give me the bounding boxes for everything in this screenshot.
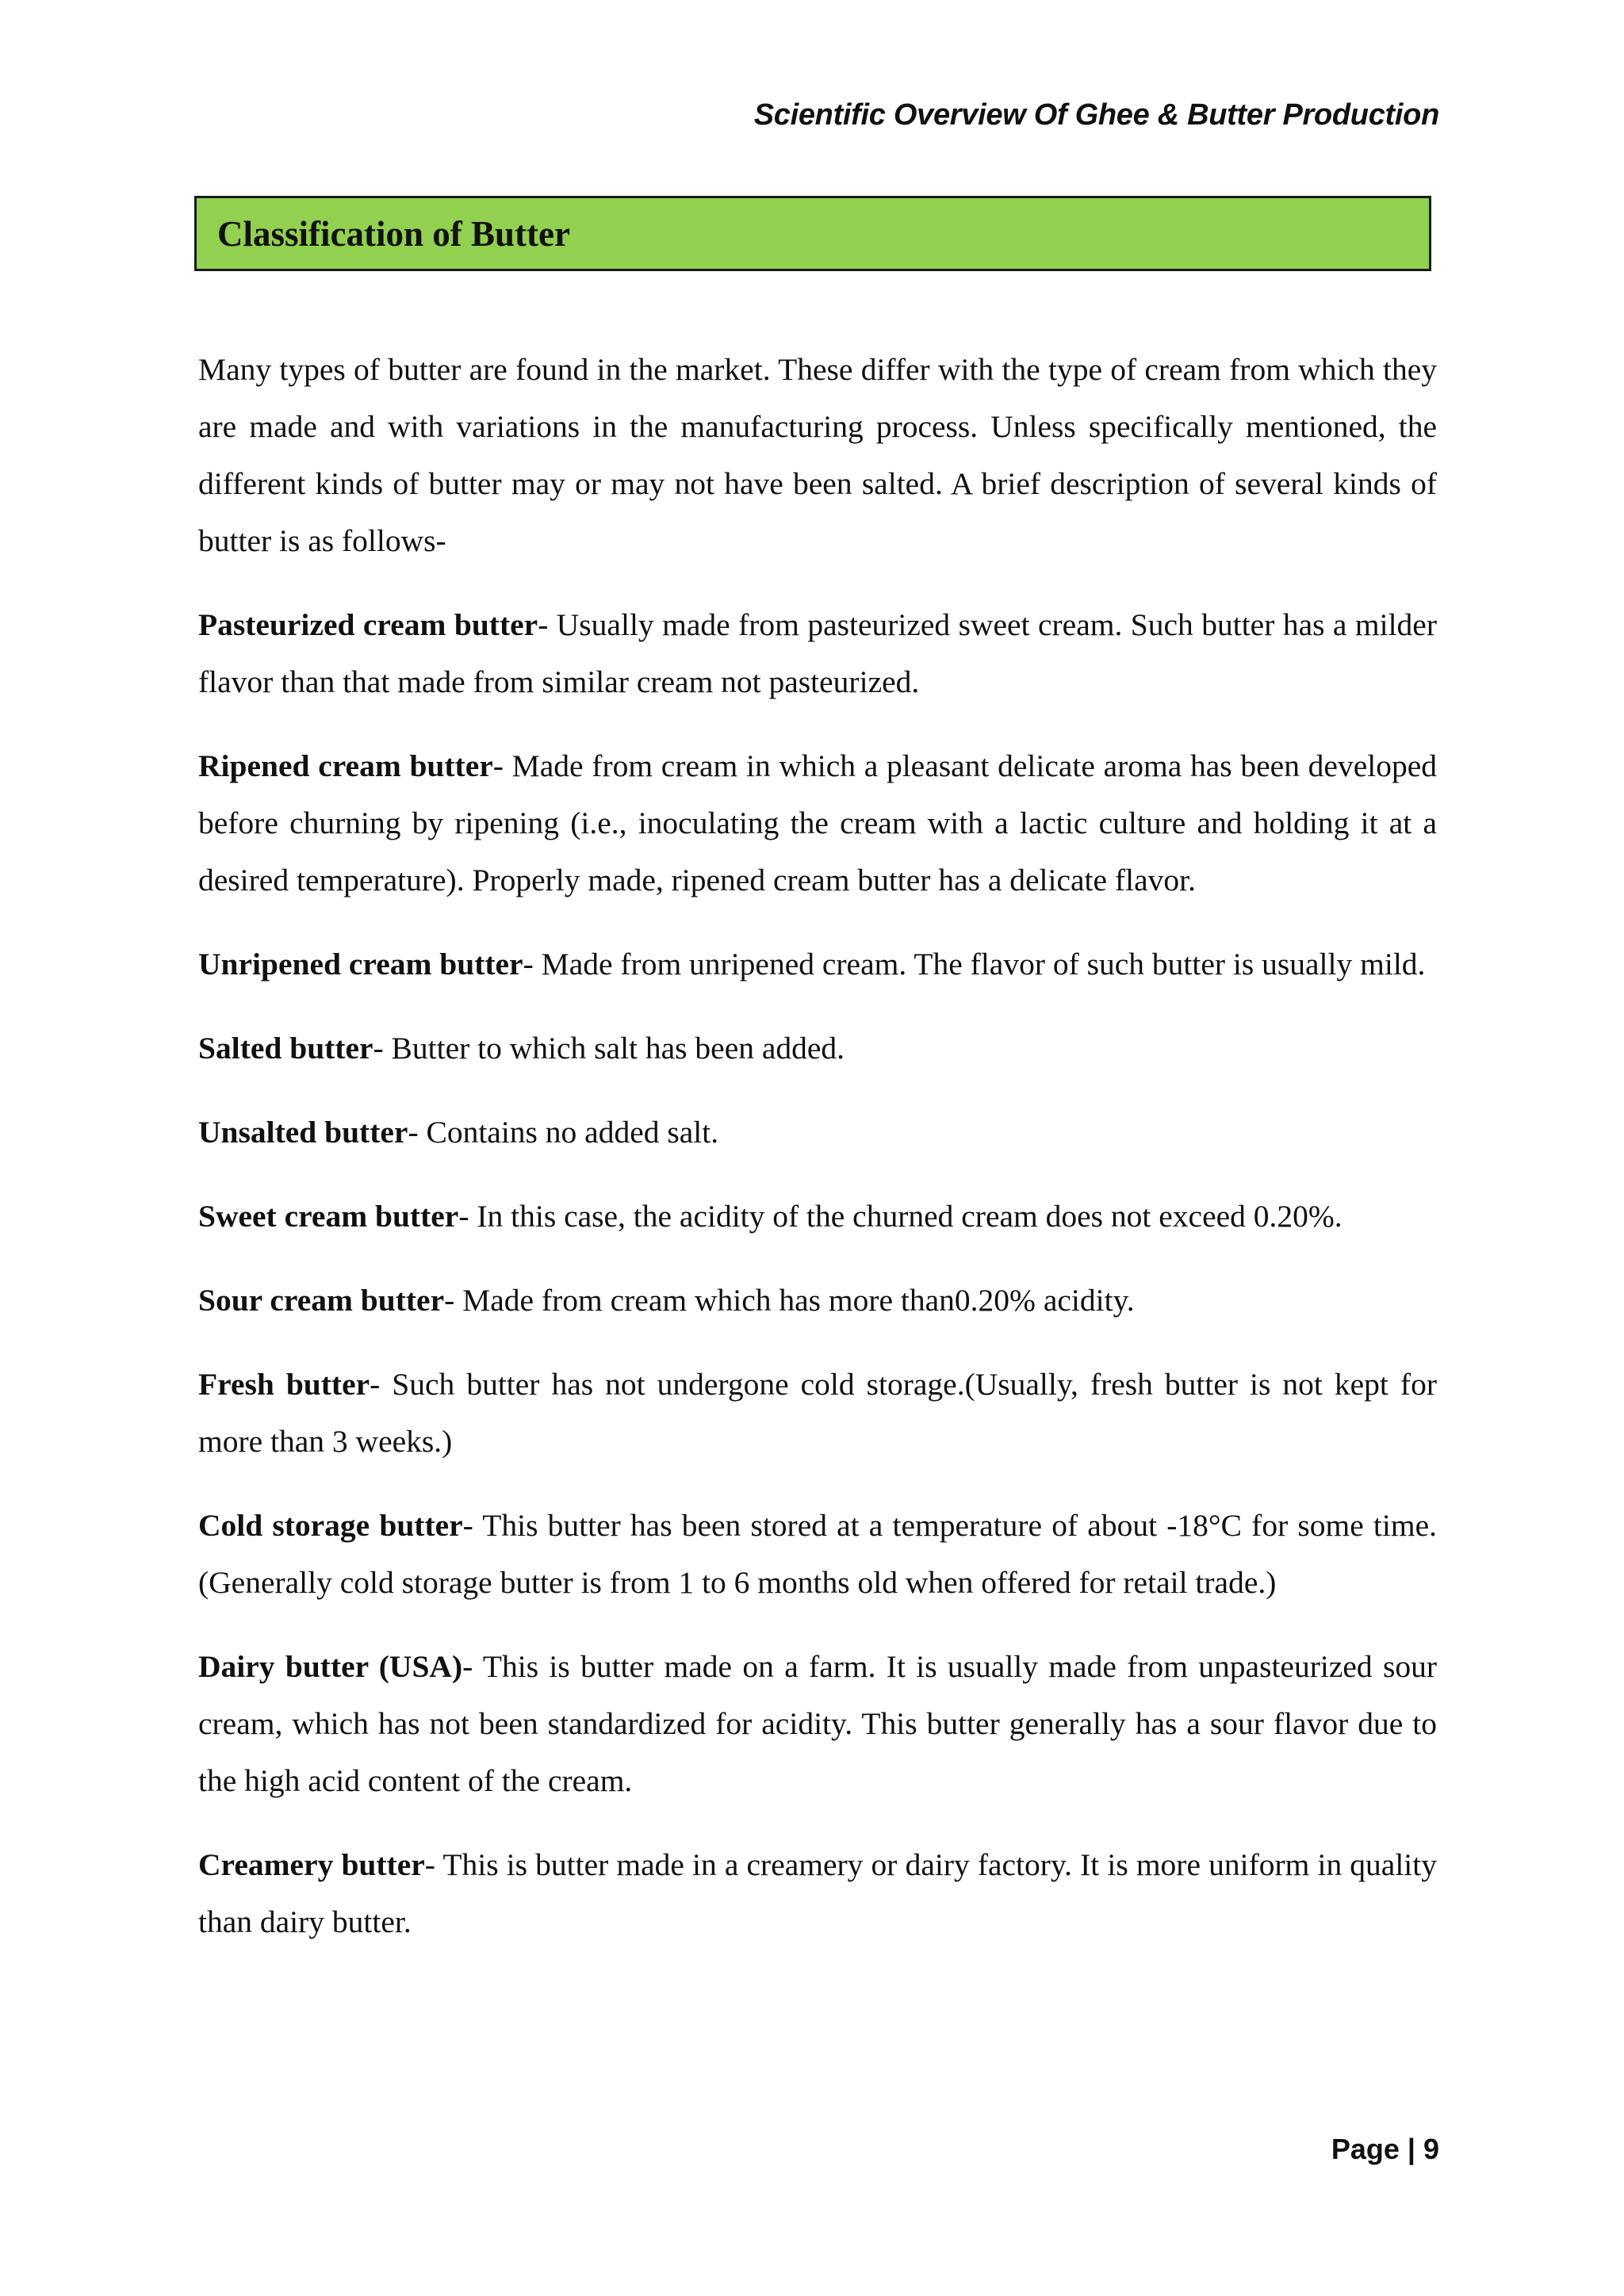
entry-description: - Such butter has not undergone cold storage.(Usually, fresh butter is not kept for more than 3 weeks.)	[198, 1367, 1437, 1459]
entry-term: Creamery butter	[198, 1847, 425, 1882]
page-number: Page | 9	[1331, 2133, 1439, 2165]
section-title: Classification of Butter	[217, 213, 570, 254]
entry-description: - Contains no added salt.	[408, 1115, 719, 1150]
entry-description: - This butter has been stored at a temperature of about -18°C for some time. (Generally cold storage butter is from 1 to 6 months old when offered for retail trade.)	[198, 1508, 1437, 1600]
entry-description: - Made from unripened cream. The flavor of such butter is usually mild.	[523, 947, 1426, 982]
entry-dairy-butter	[198, 1638, 1437, 1809]
entry-pasteurized-cream-butter	[198, 596, 1437, 710]
intro-paragraph: Many types of butter are found in the market. These differ with the type of cream from which they are made and with variations in the manufacturing process. Unless specifically mentioned, the different kinds of butter may or may not have been salted. A brief description of several kinds of butter is as follows-	[198, 352, 1437, 558]
entry-term: Dairy butter (USA)	[198, 1649, 463, 1684]
entry-term: Sour cream butter	[198, 1283, 445, 1318]
entry-description: - Made from cream in which a pleasant delicate aroma has been developed before churning by ripening (i.e., inoculating the cream with a lactic culture and holding it at a desired temperature). Properly made, ripened cream butter has a delicate flavor.	[198, 748, 1437, 897]
document-body	[198, 341, 1437, 1977]
entry-ripened-cream-butter	[198, 737, 1437, 909]
entry-term: Unripened cream butter	[198, 947, 523, 982]
entry-term: Cold storage butter	[198, 1508, 463, 1543]
entry-creamery-butter	[198, 1836, 1437, 1950]
entry-cold-storage-butter	[198, 1497, 1437, 1611]
entry-salted-butter	[198, 1020, 1437, 1077]
entry-term: Pasteurized cream butter	[198, 607, 538, 642]
entry-term: Salted butter	[198, 1031, 373, 1066]
running-header: Scientific Overview Of Ghee & Butter Production	[753, 98, 1439, 132]
entry-sweet-cream-butter	[198, 1188, 1437, 1245]
entry-description: - This is butter made on a farm. It is usually made from unpasteurized sour cream, which has not been standardized for acidity. This butter generally has a sour flavor due to the high acid content of the cream.	[198, 1649, 1437, 1798]
entry-fresh-butter	[198, 1356, 1437, 1470]
entry-description: - Butter to which salt has been added.	[373, 1031, 845, 1066]
entry-term: Sweet cream butter	[198, 1199, 459, 1234]
entry-description: - In this case, the acidity of the churned cream does not exceed 0.20%.	[458, 1199, 1342, 1234]
entry-term: Ripened cream butter	[198, 748, 493, 783]
entry-description: - Made from cream which has more than0.20% acidity.	[444, 1283, 1135, 1318]
entry-unsalted-butter	[198, 1104, 1437, 1161]
entry-term: Fresh butter	[198, 1367, 370, 1402]
entry-sour-cream-butter	[198, 1272, 1437, 1329]
entry-unripened-cream-butter	[198, 936, 1437, 993]
section-heading-box	[194, 196, 1431, 271]
entry-description: - This is butter made in a creamery or dairy factory. It is more uniform in quality than dairy butter.	[198, 1847, 1438, 1939]
entry-term: Unsalted butter	[198, 1115, 408, 1150]
entry-description: - Usually made from pasteurized sweet cream. Such butter has a milder flavor than that made from similar cream not pasteurized.	[198, 607, 1437, 699]
